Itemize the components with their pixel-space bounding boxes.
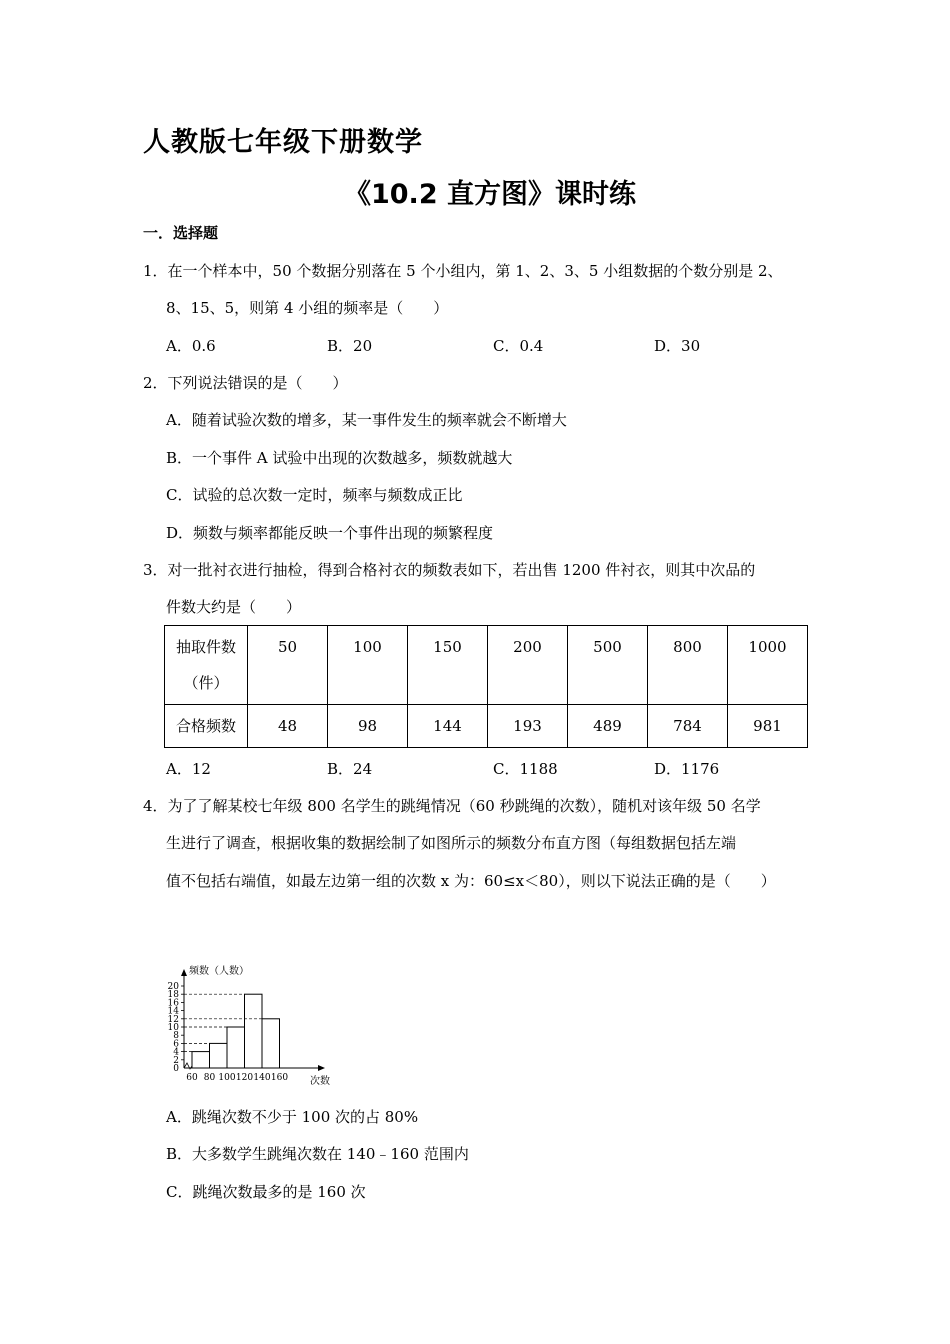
q4-stem-line2: 生进行了调查，根据收集的数据绘制了如图所示的频数分布直方图（每组数据包括左端: [166, 834, 737, 852]
table-cell: 48: [248, 705, 328, 748]
table-cell: 144: [408, 705, 488, 748]
table-cell: 1000: [728, 626, 808, 705]
y-tick-label: 8: [173, 1031, 179, 1042]
y-tick-label: 10: [167, 1023, 179, 1033]
table-row: [165, 705, 808, 748]
table-cell: 100: [328, 626, 408, 705]
x-tick-label: 80: [203, 1073, 216, 1083]
y-tick-label: 18: [167, 990, 179, 1001]
histogram-bar: [227, 1027, 245, 1068]
histogram-bar: [245, 994, 263, 1068]
x-tick-label: 100: [218, 1073, 236, 1083]
table-cell: 50: [248, 626, 328, 705]
y-tick-label: 14: [167, 1006, 179, 1017]
x-tick-label: 120: [235, 1073, 254, 1083]
table-cell: 150: [408, 626, 488, 705]
q2-option-a: A．随着试验次数的增多，某一事件发生的频率就会不断增大: [166, 411, 567, 429]
histogram-bar: [262, 1019, 280, 1068]
document-subtitle: 《10.2 直方图》课时练: [343, 179, 637, 210]
histogram-bar: [192, 1052, 210, 1068]
q3-option-d: D．1176: [654, 760, 720, 778]
q3-option-a: A．12: [166, 760, 211, 778]
table-cell: 500: [568, 626, 648, 705]
q2-stem: 2．下列说法错误的是（ ）: [143, 374, 348, 392]
y-tick-label: 2: [173, 1055, 179, 1066]
q4-option-c: C．跳绳次数最多的是 160 次: [166, 1183, 366, 1201]
q3-option-c: C．1188: [493, 760, 558, 778]
y-tick-label: 4: [173, 1047, 179, 1058]
q1-stem-line1: 1．在一个样本中，50 个数据分别落在 5 个小组内，第 1、2、3、5 小组数据的个数分别是 2、: [143, 262, 783, 280]
q1-option-d: D．30: [654, 337, 701, 355]
q3-stem-line2: 件数大约是（ ）: [166, 598, 302, 616]
table-cell: 98: [328, 705, 408, 748]
histogram-chart: [150, 905, 350, 1090]
q1-option-b: B．20: [327, 337, 373, 355]
table-cell: 981: [728, 705, 808, 748]
q3-option-b: B．24: [327, 760, 373, 778]
frequency-table: [164, 625, 808, 748]
y-tick-label: 6: [173, 1039, 179, 1050]
x-tick-label: 160: [270, 1073, 289, 1083]
q4-stem-line3: 值不包括右端值，如最左边第一组的次数 x 为：60≤x＜80），则以下说法正确的是（ ）: [166, 872, 776, 890]
y-axis-label: 频数（人数）: [189, 966, 249, 977]
section-heading: 一．选择题: [143, 224, 219, 242]
x-tick-label: 60: [186, 1073, 198, 1083]
row-header-line2: （件）: [183, 674, 229, 692]
table-cell: 784: [648, 705, 728, 748]
y-tick-label: 16: [167, 998, 179, 1009]
y-tick-label: 0: [173, 1064, 179, 1074]
x-axis-arrow: [318, 1065, 325, 1071]
table-cell: 800: [648, 626, 728, 705]
x-tick-label: 140: [253, 1073, 271, 1083]
q2-option-c: C．试验的总次数一定时，频率与频数成正比: [166, 486, 463, 504]
x-axis-label: 次数: [310, 1076, 330, 1087]
q2-option-b: B．一个事件 A 试验中出现的次数越多，频数就越大: [166, 449, 513, 467]
histogram-bar: [210, 1043, 228, 1068]
q4-option-a: A．跳绳次数不少于 100 次的占 80%: [166, 1108, 419, 1126]
q1-option-c: C．0.4: [493, 337, 544, 355]
row-header-line1: 抽取件数: [175, 638, 236, 656]
y-tick-label: 12: [167, 1014, 179, 1025]
table-cell: 200: [488, 626, 568, 705]
table-cell: 193: [488, 705, 568, 748]
q1-stem-line2: 8、15、5，则第 4 小组的频率是（ ）: [166, 299, 449, 317]
q4-option-b: B．大多数学生跳绳次数在 140﹣160 范围内: [166, 1145, 469, 1163]
q3-stem-line1: 3．对一批衬衣进行抽检，得到合格衬衣的频数表如下，若出售 1200 件衬衣，则其中次品的: [143, 561, 756, 579]
document-title: 人教版七年级下册数学: [143, 127, 423, 158]
table-row: [165, 626, 808, 705]
y-axis-arrow: [181, 969, 187, 976]
table-row-header: 合格频数: [165, 705, 248, 748]
table-row-header: [165, 626, 248, 705]
q4-stem-line1: 4．为了了解某校七年级 800 名学生的跳绳情况（60 秒跳绳的次数），随机对该年级 50 名学: [143, 797, 761, 815]
q2-option-d: D．频数与频率都能反映一个事件出现的频繁程度: [166, 524, 494, 542]
q1-option-a: A．0.6: [166, 337, 216, 355]
y-tick-label: 20: [167, 982, 179, 992]
table-cell: 489: [568, 705, 648, 748]
